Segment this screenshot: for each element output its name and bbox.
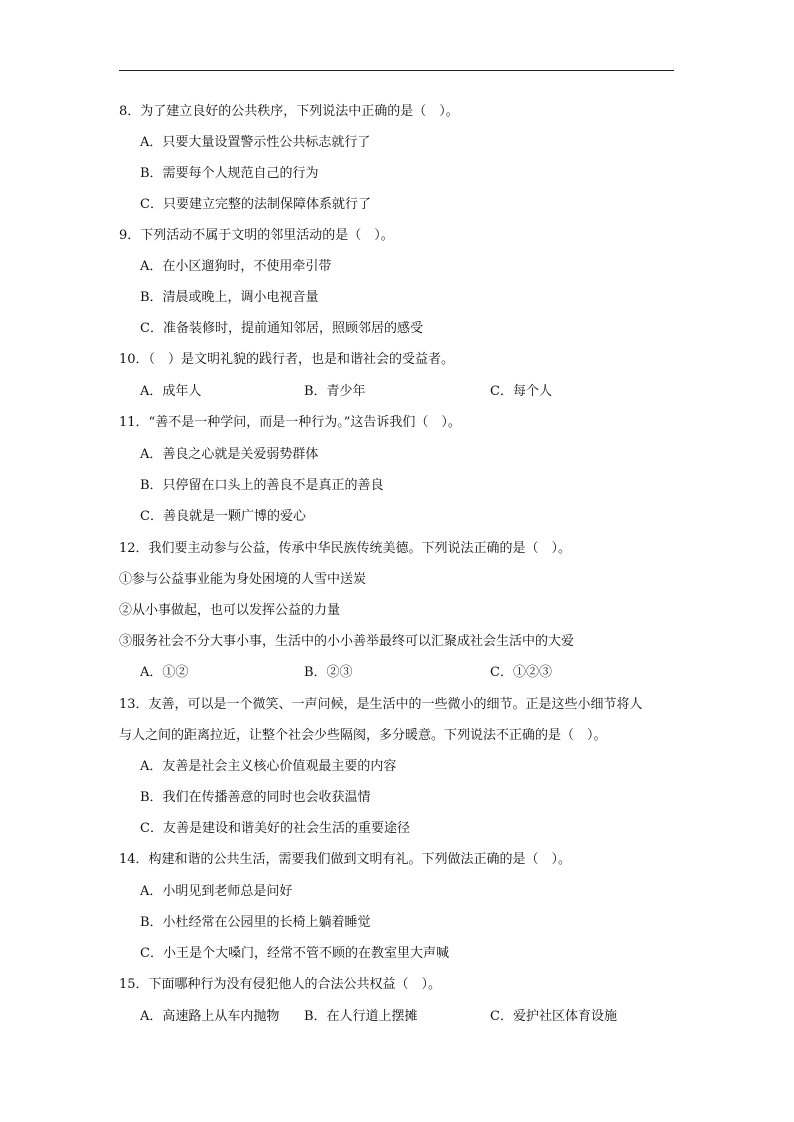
question-13-stem-line-1: 13．友善，可以是一个微笑、一声问候，是生活中的一些微小的细节。正是这些小细节将人: [119, 697, 643, 712]
question-11-option-a[interactable]: A．善良之心就是关爱弱势群体: [140, 447, 319, 462]
question-9-option-c[interactable]: C．准备装修时，提前通知邻居，照顾邻居的感受: [140, 321, 423, 336]
question-8-option-a[interactable]: A．只要大量设置警示性公共标志就行了: [140, 135, 371, 150]
question-13-stem-line-2: 与人之间的距离拉近，让整个社会少些隔阂，多分暖意。下列说法不正确的是（ ）。: [119, 728, 607, 743]
question-9-stem: 9．下列活动不属于文明的邻里活动的是（ ）。: [119, 228, 394, 243]
question-12-option-c[interactable]: C．①②③: [490, 665, 552, 680]
question-14-option-c[interactable]: C．小王是个大嗓门，经常不管不顾的在教室里大声喊: [140, 946, 449, 961]
question-15-options: [0, 1009, 794, 1025]
question-14-stem: 14．构建和谐的公共生活，需要我们做到文明有礼。下列做法正确的是（ ）。: [119, 852, 572, 867]
question-9-option-b[interactable]: B．清晨或晚上，调小电视音量: [140, 290, 319, 305]
question-12-stem: 12．我们要主动参与公益，传承中华民族传统美德。下列说法正确的是（ ）。: [119, 541, 572, 556]
question-12-statement-3: ③服务社会不分大事小事，生活中的小小善举最终可以汇聚成社会生活中的大爱: [119, 634, 575, 649]
question-12-option-b[interactable]: B．②③: [304, 665, 353, 680]
question-15-option-b[interactable]: B．在人行道上摆摊: [304, 1009, 418, 1024]
question-15-option-c[interactable]: C．爱护社区体育设施: [490, 1009, 617, 1024]
question-9-option-a[interactable]: A．在小区遛狗时，不使用牵引带: [140, 259, 332, 274]
question-10-options: [0, 384, 794, 400]
question-12-statement-2: ②从小事做起，也可以发挥公益的力量: [119, 603, 341, 618]
question-10-option-c[interactable]: C．每个人: [490, 384, 552, 399]
question-14-option-a[interactable]: A．小明见到老师总是问好: [140, 884, 293, 899]
question-10-option-a[interactable]: A．成年人: [140, 384, 202, 399]
question-12-options: [0, 665, 794, 681]
question-10-option-b[interactable]: B．青少年: [304, 384, 366, 399]
question-11-stem: 11．“善不是一种学问，而是一种行为。”这告诉我们（ ）。: [119, 415, 461, 430]
question-12-option-a[interactable]: A．①②: [140, 665, 189, 680]
question-15-stem: 15．下面哪种行为没有侵犯他人的合法公共权益（ ）。: [119, 977, 442, 992]
question-13-option-b[interactable]: B．我们在传播善意的同时也会收获温情: [140, 790, 371, 805]
question-11-option-c[interactable]: C．善良就是一颗广博的爱心: [140, 509, 306, 524]
header-rule: [119, 70, 674, 71]
question-8-stem: 8．为了建立良好的公共秩序，下列说法中正确的是（ ）。: [119, 104, 459, 119]
question-8-option-c[interactable]: C．只要建立完整的法制保障体系就行了: [140, 197, 371, 212]
question-8-option-b[interactable]: B．需要每个人规范自己的行为: [140, 166, 319, 181]
question-10-stem: 10．（ ）是文明礼貌的践行者，也是和谐社会的受益者。: [119, 352, 455, 367]
question-15-option-a[interactable]: A．高速路上从车内抛物: [140, 1009, 280, 1024]
question-13-option-a[interactable]: A．友善是社会主义核心价值观最主要的内容: [140, 759, 397, 774]
question-11-option-b[interactable]: B．只停留在口头上的善良不是真正的善良: [140, 478, 384, 493]
question-13-option-c[interactable]: C．友善是建设和谐美好的社会生活的重要途径: [140, 821, 410, 836]
question-14-option-b[interactable]: B．小杜经常在公园里的长椅上躺着睡觉: [140, 915, 371, 930]
question-12-statement-1: ①参与公益事业能为身处困境的人雪中送炭: [119, 572, 367, 587]
